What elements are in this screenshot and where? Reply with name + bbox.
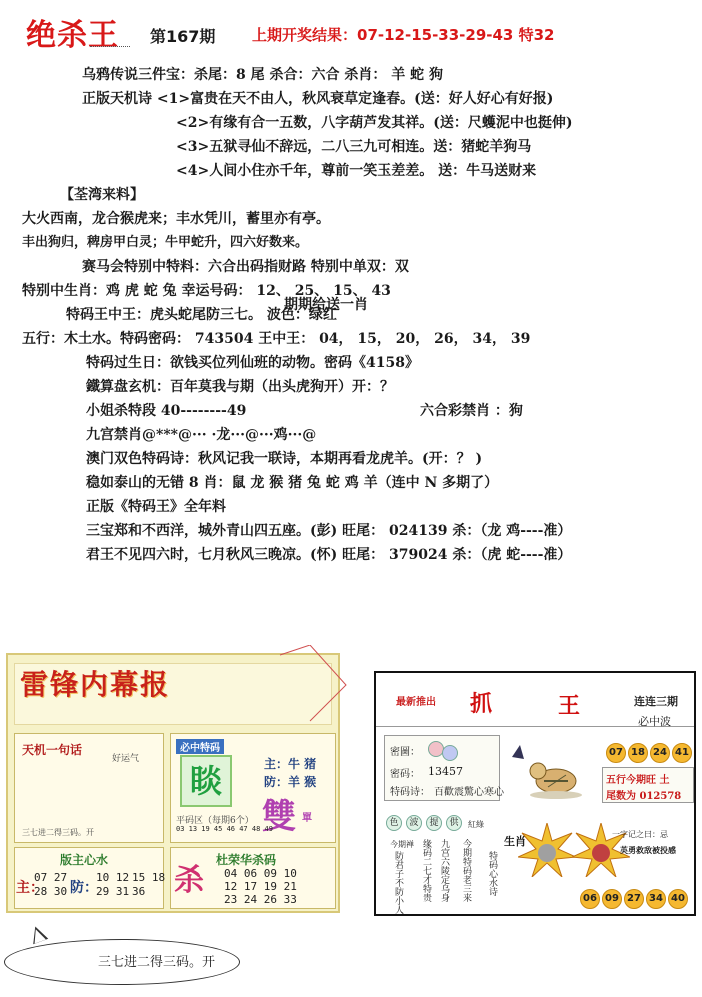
- line-birthday: 特码过生日：欲钱买位列仙班的动物。密码《4158》: [86, 355, 419, 371]
- line-king-of-kings: 特码王中王：虎头蛇尾防三七。 波色：绿红: [66, 307, 337, 323]
- flat-code-label: 平码区（每期6个）: [176, 816, 254, 826]
- top-ball-2: 18: [628, 743, 648, 763]
- kill-codes-row-1: 04 06 09 10: [224, 867, 297, 880]
- line-jockey-club: 赛马会特别中特料：六合出码指财路 特别中单双：双: [82, 259, 409, 275]
- bottom-ball-5: 40: [668, 889, 688, 909]
- last-result: 上期开奖结果：07-12-15-33-29-43 特32: [252, 26, 555, 44]
- recommend-label: 最新推出: [396, 697, 436, 708]
- line-section-tsuen-wan: 【荃湾来料】: [60, 187, 144, 203]
- starburst-left: [518, 823, 576, 877]
- line-poem-2: <2>有缘有合一五数，八字葫芦发其祥。(送：尺蠖泥中也挺伸): [176, 115, 573, 131]
- verse-col-3: 九宫六陵定乌身: [439, 839, 449, 902]
- line-verse-1: 三宝郑和不西洋，城外青山四五座。(彭) 旺尾： 024139 杀：（龙 鸡----准）: [86, 523, 572, 539]
- single-char: 單: [302, 813, 312, 824]
- line-kill-segment: 小姐杀特段 40--------49: [86, 403, 247, 419]
- moderator-extra-nums-2: 36: [132, 885, 146, 898]
- special-poem-value: 百歡震驚心寒心: [434, 787, 504, 798]
- note-title: 一字记之曰：忌: [612, 830, 668, 839]
- note-text: 英勇救敌被投感: [620, 845, 676, 855]
- verse-col-2: 缘码二七才特贵: [421, 839, 431, 902]
- speech-bubble-text: 三七进二得三码。开: [98, 955, 216, 970]
- streak-label: 连连三期: [634, 695, 678, 708]
- top-ball-3: 24: [650, 743, 670, 763]
- top-ball-1: 07: [606, 743, 626, 763]
- tags-note: 紅綠: [468, 820, 484, 829]
- heaven-phrase-note: 好运气: [112, 754, 140, 764]
- tag-provide: 提: [426, 815, 442, 831]
- bottom-ball-4: 34: [646, 889, 666, 909]
- line-abacus: 鐵算盘玄机：百年莫我与期（出头虎狗开）开：？: [86, 379, 394, 395]
- moderator-pick-title: 版主心水: [60, 853, 109, 867]
- verse-col-5: 特码心水诗: [487, 851, 497, 896]
- line-five-elements: 五行：木土水。特码密码： 743504 王中王： 04， 15， 20， 26， 34， 39: [22, 331, 531, 347]
- moderator-main-nums: 07 27: [34, 871, 68, 884]
- moderator-main-nums-2: 28 30: [34, 885, 68, 898]
- special-code-title: 必中特码: [176, 739, 224, 754]
- line-poem-3: <3>五狱寻仙不辞远，二八三九可相连。送：猪蛇羊狗马: [176, 139, 532, 155]
- moderator-guard-label: 防：: [70, 880, 98, 896]
- line-annual-material: 正版《特码王》全年料: [86, 499, 226, 515]
- moderator-guard-nums: 10 12: [96, 871, 130, 884]
- secret-image-label: 密圖：: [390, 747, 420, 758]
- bottom-ball-2: 09: [602, 889, 622, 909]
- line-eight-zodiac: 稳如泰山的无错 8 肖：鼠 龙 猴 猪 兔 蛇 鸡 羊（连中 N 多期了）: [86, 475, 499, 491]
- tag-supply: 供: [446, 815, 462, 831]
- big-char: 睒: [180, 755, 232, 807]
- special-poem-label: 特码诗：: [390, 787, 430, 798]
- kill-codes-row-2: 12 17 19 21: [224, 880, 297, 893]
- line-crow-legend: 乌鸦传说三件宝：杀尾：8 尾 杀合：六合 杀肖： 羊 蛇 狗: [82, 67, 443, 83]
- line-macau-poem: 澳门双色特码诗：秋风记我一联诗，本期再看龙虎羊。(开：？ ): [86, 451, 483, 467]
- top-ball-4: 41: [672, 743, 692, 763]
- bottom-ball-1: 06: [580, 889, 600, 909]
- kill-codes-row-3: 23 24 26 33: [224, 893, 297, 906]
- heaven-phrase-title: 天机一句话: [22, 743, 83, 757]
- tag-wave: 波: [406, 815, 422, 831]
- title-wang: 王: [558, 693, 581, 719]
- line-verse-2: 君王不见四六时，七月秋风三晚凉。(怀) 旺尾： 379024 杀：（虎 蛇----准）: [86, 547, 572, 563]
- double-char: 雙: [262, 797, 296, 837]
- moderator-guard-nums-2: 29 31: [96, 885, 130, 898]
- tail-numbers-text: 尾数为 012578: [606, 791, 682, 802]
- tag-color: 色: [386, 815, 402, 831]
- line-special-zodiac: 特别中生肖：鸡 虎 蛇 兔 幸运号码： 12、 25、 15、 43: [22, 283, 391, 299]
- five-elements-text: 五行今期旺 土: [606, 775, 670, 786]
- secret-code-value: 13457: [428, 765, 463, 778]
- line-riddle-1: 大火西南，龙合猴虎来；丰水凭川，蓄里亦有亭。: [22, 211, 330, 227]
- verse-col-4: 今期特码老三来: [461, 839, 471, 902]
- line-poem-4: <4>人间小住亦千年，尊前一笑玉差差。 送：牛马送财来: [176, 163, 537, 179]
- issue-number: 第167期: [150, 27, 216, 46]
- overlay-gift-text: 期期给送一肖: [284, 297, 368, 313]
- tiger-picture: [504, 737, 584, 803]
- main-zodiac: 主：牛 猪: [264, 757, 317, 771]
- moderator-main-label: 主：: [16, 880, 44, 896]
- bottom-ball-3: 27: [624, 889, 644, 909]
- title-zhua: 抓: [470, 691, 493, 717]
- brand-title: 绝杀王: [26, 18, 119, 53]
- must-hit-wave: 必中波: [638, 715, 671, 728]
- heaven-phrase-text: 三七进二得三码。开: [22, 828, 94, 837]
- kill-char: 杀: [174, 863, 204, 898]
- decorative-frame-lines: [270, 645, 354, 725]
- flat-code-numbers: 03 13 19 45 46 47 48 49: [176, 825, 273, 833]
- zodiac-label: 生肖: [504, 835, 526, 848]
- line-poem-1: 正版天机诗 <1>富贵在天不由人，秋风衰草定逢春。(送：好人好心有好报): [82, 91, 554, 107]
- card-zhua-wang: [374, 671, 696, 916]
- brand-underline: [90, 46, 130, 47]
- line-forbidden-zodiac: 六合彩禁肖 ：狗: [420, 403, 523, 419]
- moderator-extra-nums: 15 18: [132, 871, 166, 884]
- kill-codes-title: 杜荣华杀码: [216, 853, 277, 867]
- line-nine-palace: 九宫禁肖@***@··· ·龙···@···鸡···@: [86, 427, 317, 443]
- secret-code-label: 密码：: [390, 769, 420, 780]
- this-issue-label: 今期禅: [390, 840, 414, 849]
- secret-image-icon-2: [442, 745, 458, 761]
- card-left-title: 雷锋内幕报: [20, 668, 171, 701]
- guard-zodiac: 防：羊 猴: [264, 775, 317, 789]
- line-riddle-2: 丰出狗归，稗房甲白灵；牛甲蛇升，四六好数来。: [22, 235, 309, 250]
- verse-col-1: 防君子不防小人: [393, 851, 403, 914]
